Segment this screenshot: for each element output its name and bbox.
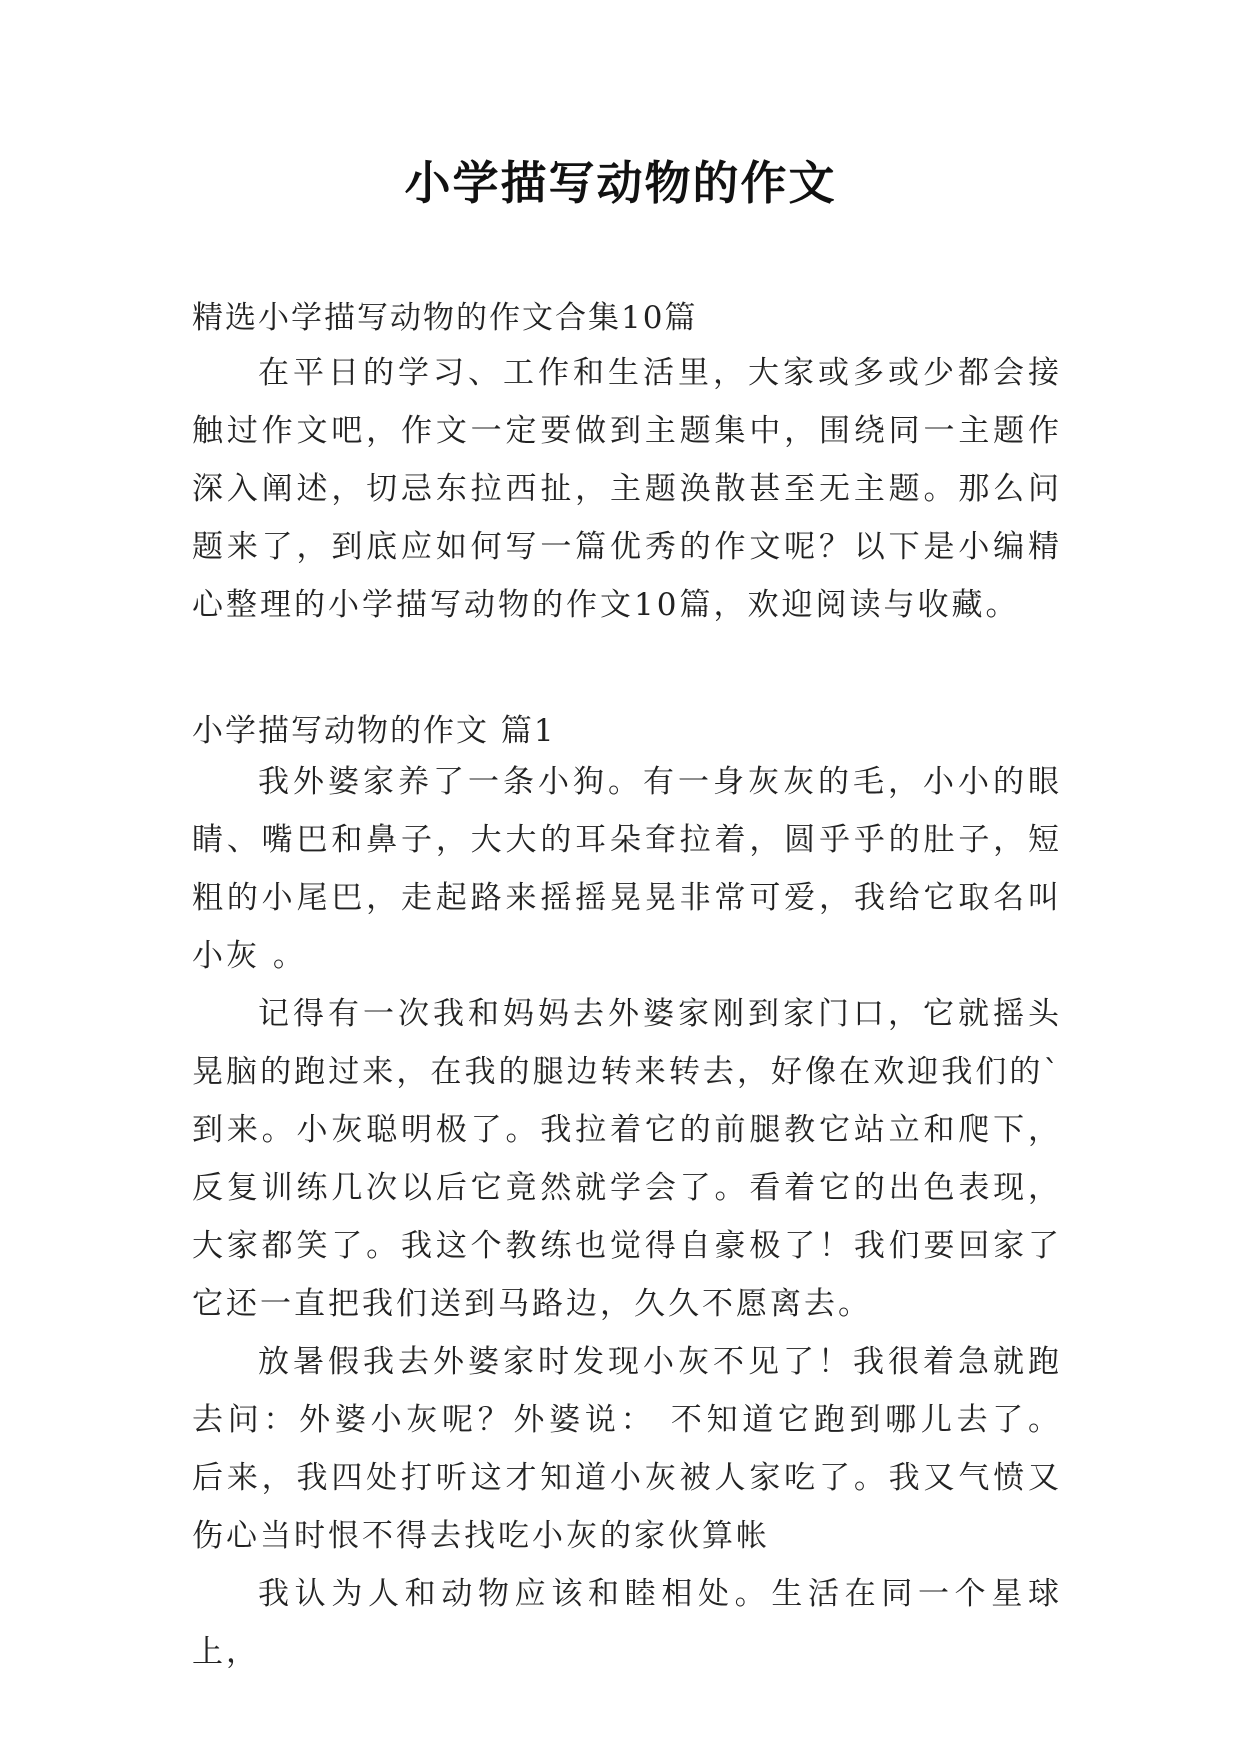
section-body <box>192 753 1062 1681</box>
document-subtitle: 精选小学描写动物的作文合集10篇 <box>192 300 698 336</box>
section-paragraph-2: 记得有一次我和妈妈去外婆家刚到家门口，它就摇头晃脑的跑过来，在我的腿边转来转去，好像在欢迎我们的`到来。小灰聪明极了。我拉着它的前腿教它站立和爬下，反复训练几次以后它竟然就学会了。看着它的出色表现，大家都笑了。我这个教练也觉得自豪极了！我们要回家了它还一直把我们送到马路边，久久不愿离去。 <box>192 996 1062 1322</box>
section-paragraph-1: 我外婆家养了一条小狗。有一身灰灰的毛，小小的眼睛、嘴巴和鼻子，大大的耳朵耷拉着，圆乎乎的肚子，短粗的小尾巴，走起路来摇摇晃晃非常可爱，我给它取名叫 小灰 。 <box>192 764 1062 974</box>
section-paragraph-3: 放暑假我去外婆家时发现小灰不见了！我很着急就跑去问：外婆小灰呢？外婆说： 不知道它跑到哪儿去了。 后来，我四处打听这才知道小灰被人家吃了。我又气愤又伤心当时恨不得去找吃小灰的家伙算帐 <box>192 1344 1062 1554</box>
intro-paragraph: 在平日的学习、工作和生活里，大家或多或少都会接触过作文吧，作文一定要做到主题集中，围绕同一主题作深入阐述，切忌东拉西扯，主题涣散甚至无主题。那么问题来了，到底应如何写一篇优秀的作文呢？以下是小编精心整理的小学描写动物的作文10篇，欢迎阅读与收藏。 <box>192 355 1062 623</box>
document-title: 小学描写动物的作文 <box>404 156 837 210</box>
section-heading: 小学描写动物的作文 篇1 <box>192 713 556 749</box>
section-paragraph-4: 我认为人和动物应该和睦相处。生活在同一个星球上， <box>192 1576 1062 1670</box>
intro-block <box>192 344 1062 634</box>
